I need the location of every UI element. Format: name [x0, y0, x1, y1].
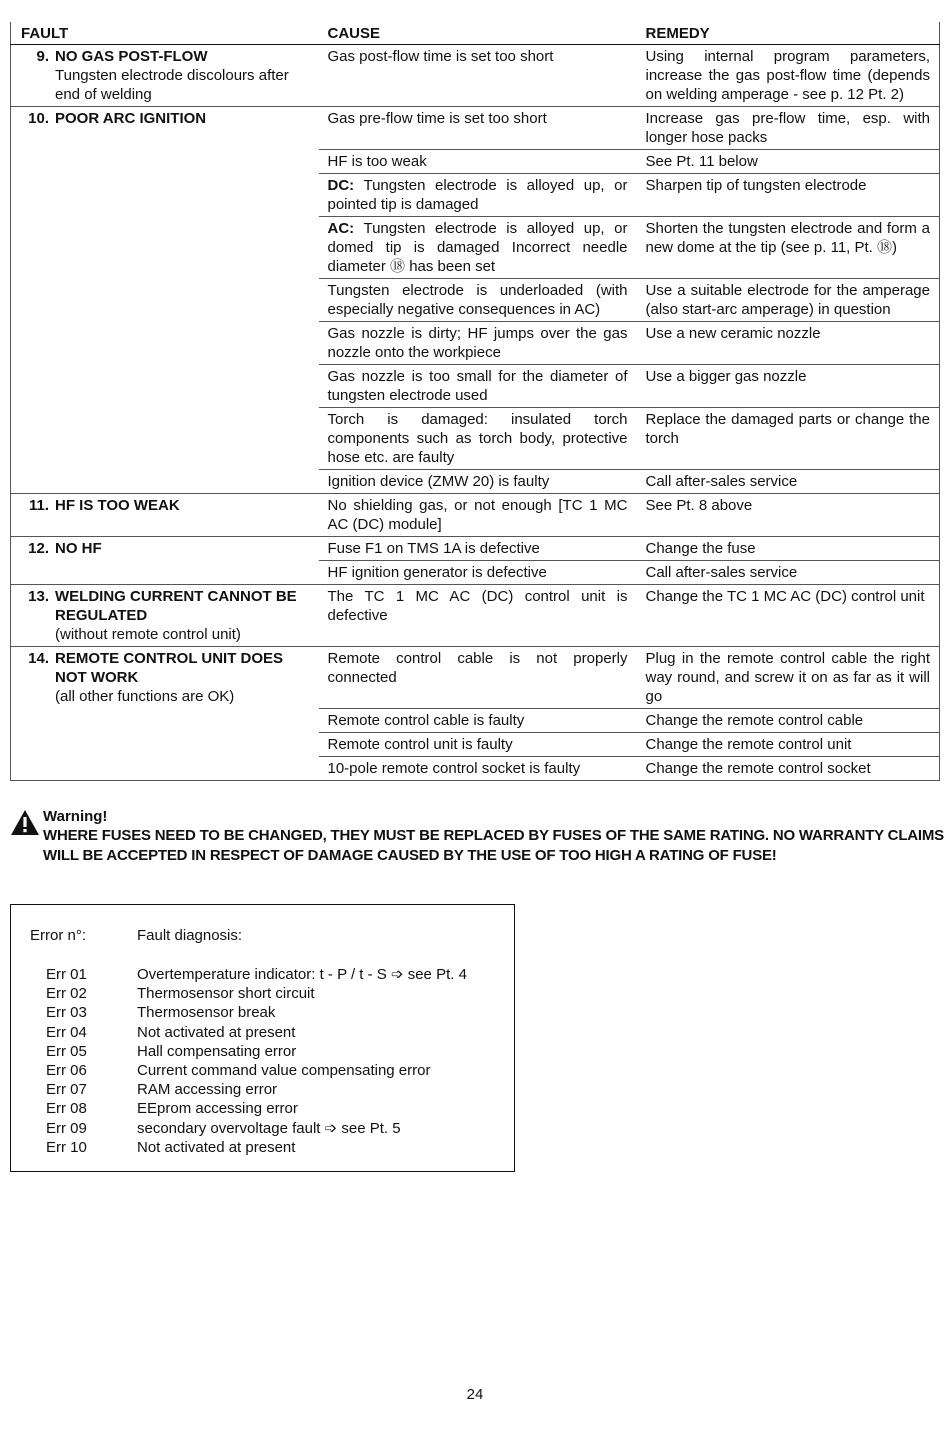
table-body [11, 45, 940, 781]
error-description: secondary overvoltage fault ➩ see Pt. 5 [137, 1119, 401, 1137]
cause-text: Tungsten electrode is alloyed up, or domed tip is damaged Incorrect needle diameter ⑱ has been set [327, 220, 628, 275]
error-code: Err 01 [46, 966, 87, 983]
remedy-cell: Increase gas pre-flow time, esp. with longer hose packs [637, 107, 940, 150]
header-cause: CAUSE [319, 22, 637, 45]
cause-cell [319, 408, 637, 470]
remedy-cell: Use a bigger gas nozzle [637, 365, 940, 408]
cause-cell [319, 585, 637, 647]
remedy-cell: Use a new ceramic nozzle [637, 322, 940, 365]
error-code-header: Error n°: [30, 927, 87, 944]
cause-cell [319, 45, 637, 107]
cause-cell [319, 647, 637, 709]
cause-cell [319, 494, 637, 537]
cause-cell [319, 322, 637, 365]
cause-prefix: DC: [327, 177, 355, 194]
error-description: Not activated at present [137, 1023, 296, 1041]
cause-cell [319, 174, 637, 217]
remedy-cell: Sharpen tip of tungsten electrode [637, 174, 940, 217]
error-code: Err 06 [46, 1061, 87, 1079]
fault-number: 13. [28, 588, 49, 605]
cause-text: Remote control cable is not properly connected [327, 650, 628, 686]
cause-cell [319, 561, 637, 585]
header-fault: FAULT [11, 22, 319, 45]
error-code-row [11, 965, 514, 984]
fault-cell [11, 494, 319, 537]
error-description: Not activated at present [137, 1138, 296, 1156]
remedy-cell: Use a suitable electrode for the amperage (also start-arc amperage) in question [637, 279, 940, 322]
cause-text: Remote control unit is faulty [327, 736, 513, 753]
fault-description [55, 587, 305, 644]
fault-description [55, 649, 305, 706]
fault-description [55, 539, 305, 558]
error-code-row [11, 1119, 514, 1138]
table-row [11, 494, 940, 537]
fault-cell [11, 45, 319, 107]
fault-note: (without remote control unit) [55, 626, 241, 643]
fault-cell [11, 647, 319, 781]
remedy-cell: Change the fuse [637, 537, 940, 561]
table-row [11, 107, 940, 150]
cause-text: No shielding gas, or not enough [TC 1 MC AC (DC) module] [327, 497, 628, 533]
error-code-row [11, 1003, 514, 1022]
cause-text: The TC 1 MC AC (DC) control unit is defective [327, 588, 628, 624]
cause-cell [319, 150, 637, 174]
remedy-cell: See Pt. 11 below [637, 150, 940, 174]
error-code: Err 08 [46, 1100, 87, 1118]
header-remedy: REMEDY [637, 22, 940, 45]
cause-text: Tungsten electrode is underloaded (with especially negative consequences in AC) [327, 282, 628, 318]
error-code: Err 05 [46, 1042, 87, 1060]
cause-cell [319, 470, 637, 494]
error-code: Err 04 [46, 1023, 87, 1041]
warning-title: Warning! [43, 808, 108, 825]
fault-description [55, 496, 305, 515]
error-description: Thermosensor break [137, 1004, 276, 1022]
error-code-row [11, 1080, 514, 1099]
remedy-cell: Call after-sales service [637, 470, 940, 494]
error-code-row [11, 1099, 514, 1118]
fault-number: 9. [36, 48, 49, 65]
error-code: Err 10 [46, 1138, 87, 1156]
error-code-row [11, 1023, 514, 1042]
fault-title: REMOTE CONTROL UNIT DOES NOT WORK [55, 650, 284, 686]
fault-title: WELDING CURRENT CANNOT BE REGULATED [55, 588, 297, 624]
fault-number: 11. [28, 497, 49, 514]
remedy-cell: Plug in the remote control cable the right way round, and screw it on as far as it will go [637, 647, 940, 709]
cause-cell [319, 107, 637, 150]
fault-cell [11, 107, 319, 494]
cause-text: Gas post-flow time is set too short [327, 48, 554, 65]
remedy-cell: See Pt. 8 above [637, 494, 940, 537]
error-code-row [11, 1061, 514, 1080]
error-code-row [11, 1138, 514, 1157]
error-description: Hall compensating error [137, 1042, 297, 1060]
cause-text: HF ignition generator is defective [327, 564, 547, 581]
cause-text: Gas nozzle is too small for the diameter of tungsten electrode used [327, 368, 628, 404]
remedy-cell: Change the remote control unit [637, 733, 940, 757]
fault-title: NO GAS POST-FLOW [55, 48, 208, 65]
fault-note: Tungsten electrode discolours after end of welding [55, 67, 289, 103]
error-description: EEprom accessing error [137, 1100, 298, 1118]
error-code-row [11, 1042, 514, 1061]
cause-prefix: AC: [327, 220, 355, 237]
cause-cell [319, 709, 637, 733]
cause-cell [319, 279, 637, 322]
cause-cell [319, 733, 637, 757]
warning-text: WHERE FUSES NEED TO BE CHANGED, THEY MUST BE REPLACED BY FUSES OF THE SAME RATING. NO WARRANTY CLAIMS WILL BE ACCEPTED IN RESPECT OF DAMAGE CAUSED BY THE USE OF TOO HIGH A RATING OF FUSE! [43, 827, 944, 864]
cause-cell [319, 757, 637, 781]
remedy-cell: Call after-sales service [637, 561, 940, 585]
fault-diagnosis-header: Fault diagnosis: [137, 927, 243, 944]
error-code: Err 03 [46, 1004, 87, 1022]
error-code: Err 09 [46, 1119, 87, 1137]
page-number: 24 [466, 1386, 484, 1403]
fault-description [55, 47, 305, 104]
remedy-cell: Change the remote control socket [637, 757, 940, 781]
warning-triangle-icon [10, 809, 40, 836]
cause-cell [319, 537, 637, 561]
remedy-cell: Change the remote control cable [637, 709, 940, 733]
error-code: Err 02 [46, 985, 87, 1003]
fault-note: (all other functions are OK) [55, 688, 235, 705]
fault-title: NO HF [55, 540, 102, 557]
table-row [11, 45, 940, 107]
cause-text: Gas nozzle is dirty; HF jumps over the gas nozzle onto the workpiece [327, 325, 628, 361]
fault-number: 14. [28, 650, 49, 667]
error-description: Overtemperature indicator: t - P / t - S ➩ see Pt. 4 [137, 966, 467, 983]
troubleshooting-table [10, 22, 940, 781]
error-description: RAM accessing error [137, 1081, 278, 1099]
remedy-cell: Replace the damaged parts or change the torch [637, 408, 940, 470]
fault-cell [11, 585, 319, 647]
remedy-cell: Shorten the tungsten electrode and form a new dome at the tip (see p. 11, Pt. ⑱) [637, 217, 940, 279]
cause-text: Ignition device (ZMW 20) is faulty [327, 473, 550, 490]
table-row [11, 537, 940, 561]
remedy-cell: Using internal program parameters, increase the gas post-flow time (depends on welding amperage - see p. 12 Pt. 2) [637, 45, 940, 107]
error-description: Current command value compensating error [137, 1061, 431, 1079]
error-code: Err 07 [46, 1081, 87, 1099]
remedy-cell: Change the TC 1 MC AC (DC) control unit [637, 585, 940, 647]
cause-text: Gas pre-flow time is set too short [327, 110, 547, 127]
error-codes-box [10, 904, 515, 1172]
table-header-row [11, 22, 940, 45]
error-code-list [11, 965, 514, 1157]
error-description: Thermosensor short circuit [137, 985, 315, 1003]
table-row [11, 585, 940, 647]
fault-description [55, 109, 305, 128]
cause-text: Torch is damaged: insulated torch components such as torch body, protective hose etc. are faulty [327, 411, 628, 466]
cause-text: Tungsten electrode is alloyed up, or pointed tip is damaged [327, 177, 628, 213]
cause-text: 10-pole remote control socket is faulty [327, 760, 581, 777]
table-row [11, 647, 940, 709]
cause-cell [319, 217, 637, 279]
cause-text: Remote control cable is faulty [327, 712, 525, 729]
fault-title: POOR ARC IGNITION [55, 110, 207, 127]
cause-text: Fuse F1 on TMS 1A is defective [327, 540, 540, 557]
cause-cell [319, 365, 637, 408]
fault-cell [11, 537, 319, 585]
fault-title: HF IS TOO WEAK [55, 497, 180, 514]
error-code-row [11, 984, 514, 1003]
fault-number: 12. [28, 540, 49, 557]
cause-text: HF is too weak [327, 153, 427, 170]
fault-number: 10. [28, 110, 49, 127]
